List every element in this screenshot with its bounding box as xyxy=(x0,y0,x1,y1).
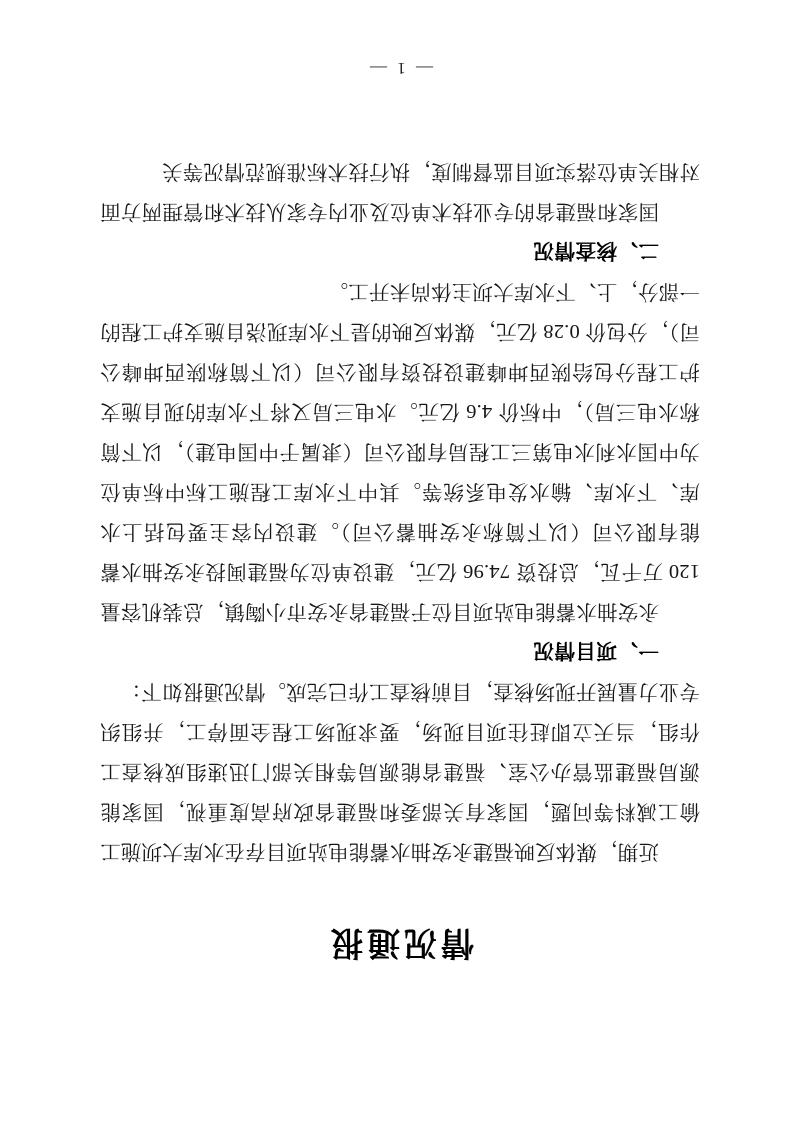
verification-paragraph: 国家和福建省的专业技术单位及业内专家从技术和管理两方面对相关单位落实项目监督制度，执行技术标准规范情况等关 xyxy=(100,160,700,223)
document-title: 情况通报 xyxy=(326,924,474,963)
intro-paragraph: 近期，媒体反映福建永安抽水蓄能电站项目存在水库大坝施工偷工减料等问题，国家有关部委和福建省政府高度重视，国家能源局福建监管办公室、福建省能源局等相关部门迅速组成核查工作组，当天立即赶往项目现场，要求现场工程全面停工，并组织专业力量展开现场核查，目前核查工作已完成。情况通报如下： xyxy=(100,680,700,863)
page-number: — 1 — xyxy=(367,59,433,78)
section-heading-project-overview: 一、项目情况 xyxy=(533,639,659,664)
project-overview-paragraph: 永安抽水蓄能电站项目位于福建省永安市小陶镇，总装机容量 120 万千瓦，总投资 74.96 亿元，建设单位为福建闽投永安抽水蓄能有限公司（以下简称永安抽蓄公司）。建设内容主要包括上水库、下水库、输水发电系统等。其中下水库工程施工标中标单位为中国水利水电第三工程局有限公司（隶属于中国电建），以下简称水电三局），中标价 4.6 亿元。水电三局又将下水库的现自施支护工程分包给陕西坤峰建设投资有限公司（以下简称陕西坤峰公司），分包价 0.28 亿元，媒体反映的是下水库现浇自施支护工程的一部分，上、下水库大坝主体尚未开工。 xyxy=(100,280,700,623)
section-heading-verification: 二、核查情况 xyxy=(533,239,659,264)
